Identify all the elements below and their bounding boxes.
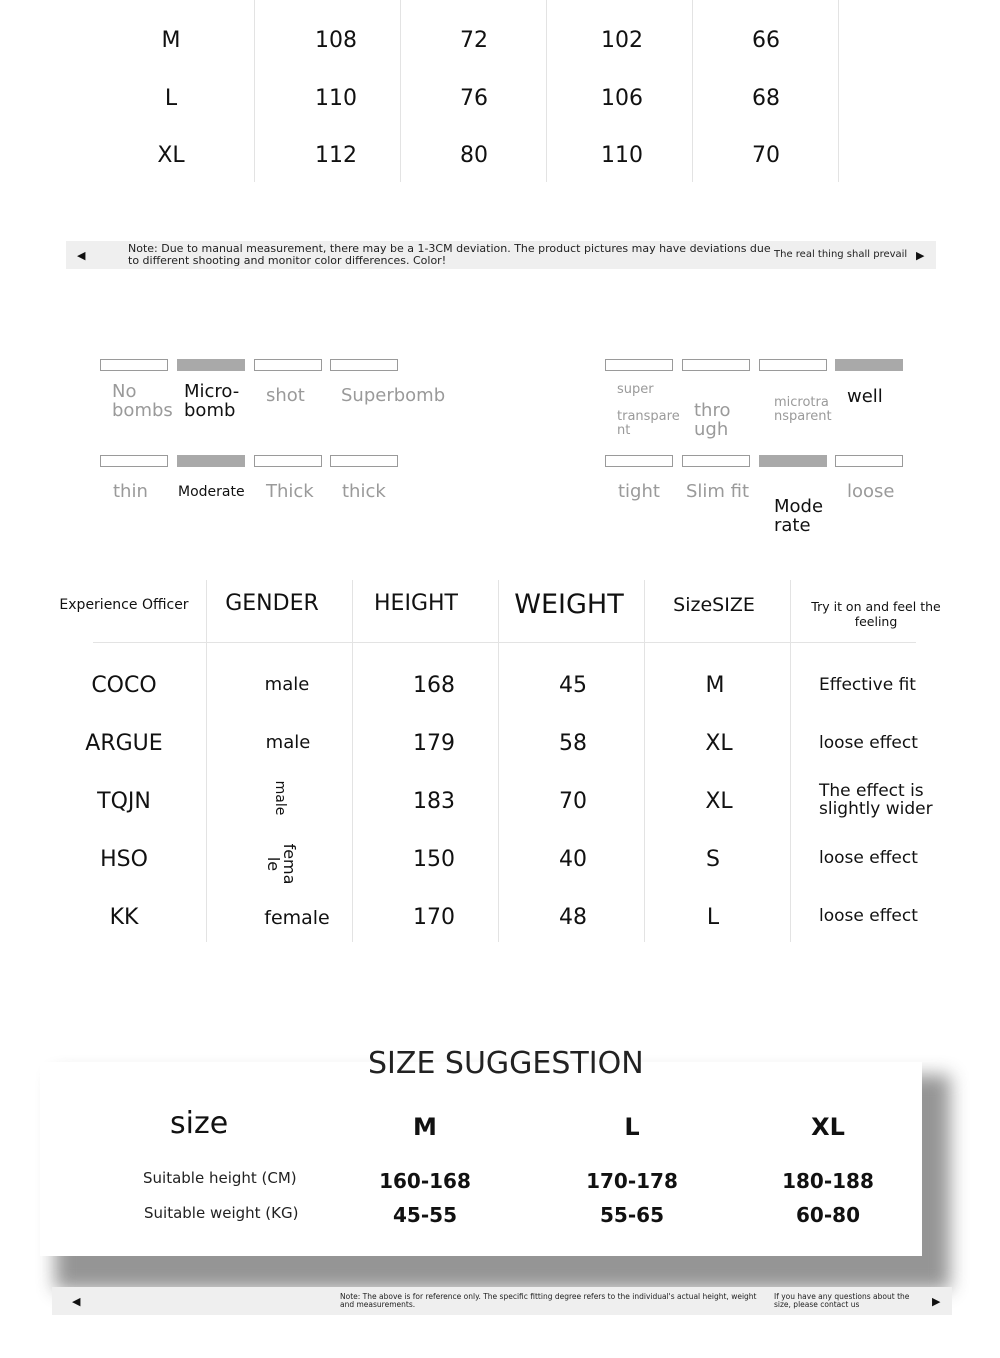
rating-label: Slim fit xyxy=(686,481,750,502)
note-text: Note: The above is for reference only. The specific fitting degree refers to the individual's actual height, weight and measurements. xyxy=(340,1292,757,1309)
rating-bar xyxy=(835,455,903,467)
header-height: HEIGHT xyxy=(374,591,458,616)
officer-height: 150 xyxy=(413,847,455,872)
header-size: SizeSIZE xyxy=(673,594,755,616)
value-cell: 76 xyxy=(460,86,488,111)
rating-bar xyxy=(759,359,827,371)
rating-label: super xyxy=(617,382,654,397)
officer-name: COCO xyxy=(91,673,157,698)
column-divider xyxy=(206,580,207,942)
rating-bar-selected xyxy=(759,455,827,467)
officer-size: S xyxy=(706,847,720,872)
officer-effect: loose effect xyxy=(819,906,918,926)
rating-label-selected: well xyxy=(847,386,883,407)
officer-effect: Effective fit xyxy=(819,675,916,695)
value-cell: 106 xyxy=(601,86,643,111)
rating-label: No bombs xyxy=(112,381,173,421)
column-divider xyxy=(790,580,791,942)
note-text: Note: Due to manual measurement, there may be a 1-3CM deviation. The product pictures may have deviations due to different shooting and monitor color differences. Color! xyxy=(128,242,771,267)
rating-label-selected: Moderate xyxy=(178,484,245,500)
rating-bar xyxy=(254,455,322,467)
officer-name: ARGUE xyxy=(85,731,163,756)
rating-label: thick xyxy=(342,481,386,502)
officer-gender: female xyxy=(264,907,330,929)
officer-gender: fema le xyxy=(264,843,299,885)
rating-bar xyxy=(605,359,673,371)
value-cell: 108 xyxy=(315,28,357,53)
rating-bar-selected xyxy=(177,359,245,371)
size-cell: XL xyxy=(157,143,185,168)
left-arrow-icon: ◀ xyxy=(72,1295,81,1308)
rating-bar xyxy=(330,359,398,371)
rating-label-selected: Mode rate xyxy=(774,496,824,536)
column-divider xyxy=(644,580,645,942)
value-cell: 70 xyxy=(752,143,780,168)
rating-label: shot xyxy=(266,385,305,406)
value-cell: 110 xyxy=(601,143,643,168)
height-range: 170-178 xyxy=(586,1169,678,1193)
officer-size: M xyxy=(705,673,725,698)
right-arrow-icon: ▶ xyxy=(916,249,925,262)
rating-bar xyxy=(682,455,750,467)
officer-size: L xyxy=(706,905,720,930)
officer-size: XL xyxy=(705,789,733,814)
officer-size: XL xyxy=(705,731,733,756)
weight-row-label: Suitable weight (KG) xyxy=(144,1204,299,1222)
officer-height: 183 xyxy=(413,789,455,814)
header-divider xyxy=(93,642,916,643)
weight-range: 55-65 xyxy=(600,1203,664,1227)
rating-label: microtra nsparent xyxy=(774,395,832,424)
value-cell: 112 xyxy=(315,143,357,168)
size-suggestion-title: SIZE SUGGESTION xyxy=(368,1046,644,1081)
height-row-label: Suitable height (CM) xyxy=(143,1169,297,1187)
header-weight: WEIGHT xyxy=(514,589,624,620)
size-label: size xyxy=(170,1106,229,1141)
rating-bar xyxy=(100,359,168,371)
size-cell: M xyxy=(161,28,181,53)
size-column-header: L xyxy=(624,1113,640,1141)
rating-bar xyxy=(682,359,750,371)
height-range: 160-168 xyxy=(379,1169,471,1193)
officer-weight: 45 xyxy=(559,673,587,698)
rating-label-selected: Micro-bomb xyxy=(184,381,240,421)
rating-label: tight xyxy=(618,481,660,502)
officer-height: 170 xyxy=(413,905,455,930)
rating-bar xyxy=(100,455,168,467)
value-cell: 102 xyxy=(601,28,643,53)
header-feeling: Try it on and feel the feeling xyxy=(811,599,941,629)
rating-label: Superbomb xyxy=(341,385,446,406)
weight-range: 45-55 xyxy=(393,1203,457,1227)
officer-weight: 48 xyxy=(559,905,587,930)
right-arrow-icon: ▶ xyxy=(932,1295,941,1308)
value-cell: 66 xyxy=(752,28,780,53)
officer-height: 168 xyxy=(413,673,455,698)
note-side-text: If you have any questions about the size, please contact us xyxy=(774,1292,910,1309)
rating-label: thro ugh xyxy=(694,400,731,440)
officer-effect: The effect is slightly wider xyxy=(819,781,933,819)
rating-bar xyxy=(254,359,322,371)
officer-name: TQJN xyxy=(97,789,151,814)
officer-weight: 70 xyxy=(559,789,587,814)
reference-note-bar xyxy=(52,1287,952,1315)
rating-label: transpare nt xyxy=(617,409,680,438)
height-range: 180-188 xyxy=(782,1169,874,1193)
rating-label: loose xyxy=(847,481,895,502)
weight-range: 60-80 xyxy=(796,1203,860,1227)
size-cell: L xyxy=(164,86,178,111)
column-divider xyxy=(352,580,353,942)
value-cell: 80 xyxy=(460,143,488,168)
value-cell: 72 xyxy=(460,28,488,53)
size-column-header: M xyxy=(413,1113,437,1141)
rating-label: Thick xyxy=(266,481,314,502)
officer-gender: male xyxy=(272,780,288,816)
officer-gender: male xyxy=(264,674,310,695)
officer-weight: 40 xyxy=(559,847,587,872)
rating-bar-selected xyxy=(177,455,245,467)
rating-bar-selected xyxy=(835,359,903,371)
officer-effect: loose effect xyxy=(819,848,918,868)
size-column-header: XL xyxy=(811,1113,845,1141)
rating-bar xyxy=(330,455,398,467)
value-cell: 68 xyxy=(752,86,780,111)
officer-height: 179 xyxy=(413,731,455,756)
officer-name: KK xyxy=(109,905,139,930)
rating-label: thin xyxy=(113,481,148,502)
header-officer: Experience Officer xyxy=(59,597,189,613)
officer-weight: 58 xyxy=(559,731,587,756)
rating-bar xyxy=(605,455,673,467)
officer-effect: loose effect xyxy=(819,733,918,753)
measurement-note-bar xyxy=(66,241,936,269)
value-cell: 110 xyxy=(315,86,357,111)
officer-gender: male xyxy=(265,732,311,753)
left-arrow-icon: ◀ xyxy=(77,249,86,262)
officer-name: HSO xyxy=(100,847,148,872)
column-divider xyxy=(498,580,499,942)
header-gender: GENDER xyxy=(225,591,319,616)
note-side-text: The real thing shall prevail xyxy=(774,249,908,260)
column-divider xyxy=(254,0,255,182)
